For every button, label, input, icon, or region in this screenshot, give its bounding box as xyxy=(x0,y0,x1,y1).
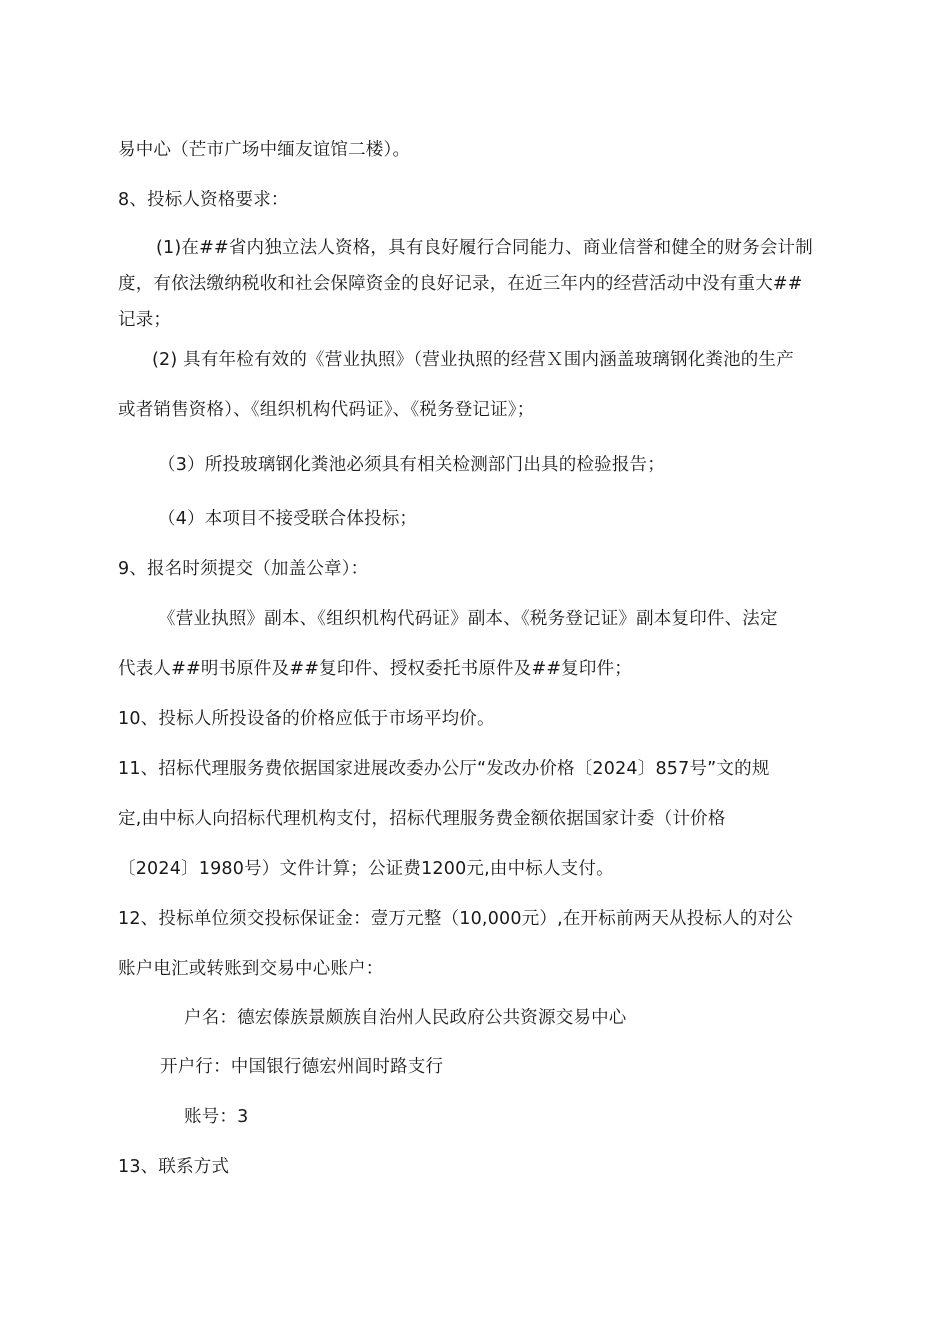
section-heading-deposit: 12、投标单位须交投标保证金：壹万元整（10,000元）,在开标前两天从投标人的对公 xyxy=(118,909,793,929)
text-line-account-number: 账号：3 xyxy=(184,1107,249,1127)
section-heading-registration: 9、报名时须提交（加盖公章）： xyxy=(118,559,369,579)
text-line-venue: 易中心（芒市广场中缅友谊馆二楼）。 xyxy=(118,140,411,160)
text-line-qualification-2b: 或者销售资格）、《组织机构代码证》、《税务登记证》； xyxy=(118,400,535,420)
text-line-qualification-4: （4）本项目不接受联合体投标； xyxy=(158,509,418,529)
section-heading-contact: 13、联系方式 xyxy=(118,1157,230,1177)
section-heading-price: 10、投标人所投设备的价格应低于市场平均价。 xyxy=(118,709,495,729)
section-heading-qualifications: 8、投标人资格要求： xyxy=(118,190,289,210)
text-line-account-name: 户名：德宏傣族景颇族自治州人民政府公共资源交易中心 xyxy=(184,1008,627,1028)
text-line-qualification-1a: (1)在##省内独立法人资格，具有良好履行合同能力、商业信誉和健全的财务会计制 xyxy=(156,238,813,258)
text-line-registration-b: 代表人##明书原件及##复印件、授权委托书原件及##复印件； xyxy=(118,659,632,679)
text-line-agency-fee-b: 定,由中标人向招标代理机构支付，招标代理服务费金额依据国家计委（计价格 xyxy=(118,809,726,829)
text-line-qualification-1b: 度，有依法缴纳税收和社会保障资金的良好记录，在近三年内的经营活动中没有重大## xyxy=(118,274,803,294)
text-line-qualification-2a: (2) 具有年检有效的《营业执照》（营业执照的经营Ｘ围内涵盖玻璃钢化粪池的生产 xyxy=(152,350,794,370)
text-line-deposit-b: 账户电汇或转账到交易中心账户： xyxy=(118,959,384,979)
text-line-registration-a: 《营业执照》副本、《组织机构代码证》副本、《税务登记证》副本复印件、法定 xyxy=(158,609,778,629)
text-line-qualification-1c: 记录； xyxy=(118,310,172,330)
text-line-agency-fee-c: 〔2024〕1980号）文件计算；公证费1200元,由中标人支付。 xyxy=(118,859,614,879)
section-heading-agency-fee: 11、招标代理服务费依据国家进展改委办公厅“发改办价格〔2024〕857号”文的规 xyxy=(118,759,770,779)
text-line-bank: 开户行：中国银行德宏州闾时路支行 xyxy=(160,1057,444,1077)
text-line-qualification-3: （3）所投玻璃钢化粪池必须具有相关检测部门出具的检验报告； xyxy=(158,455,665,475)
